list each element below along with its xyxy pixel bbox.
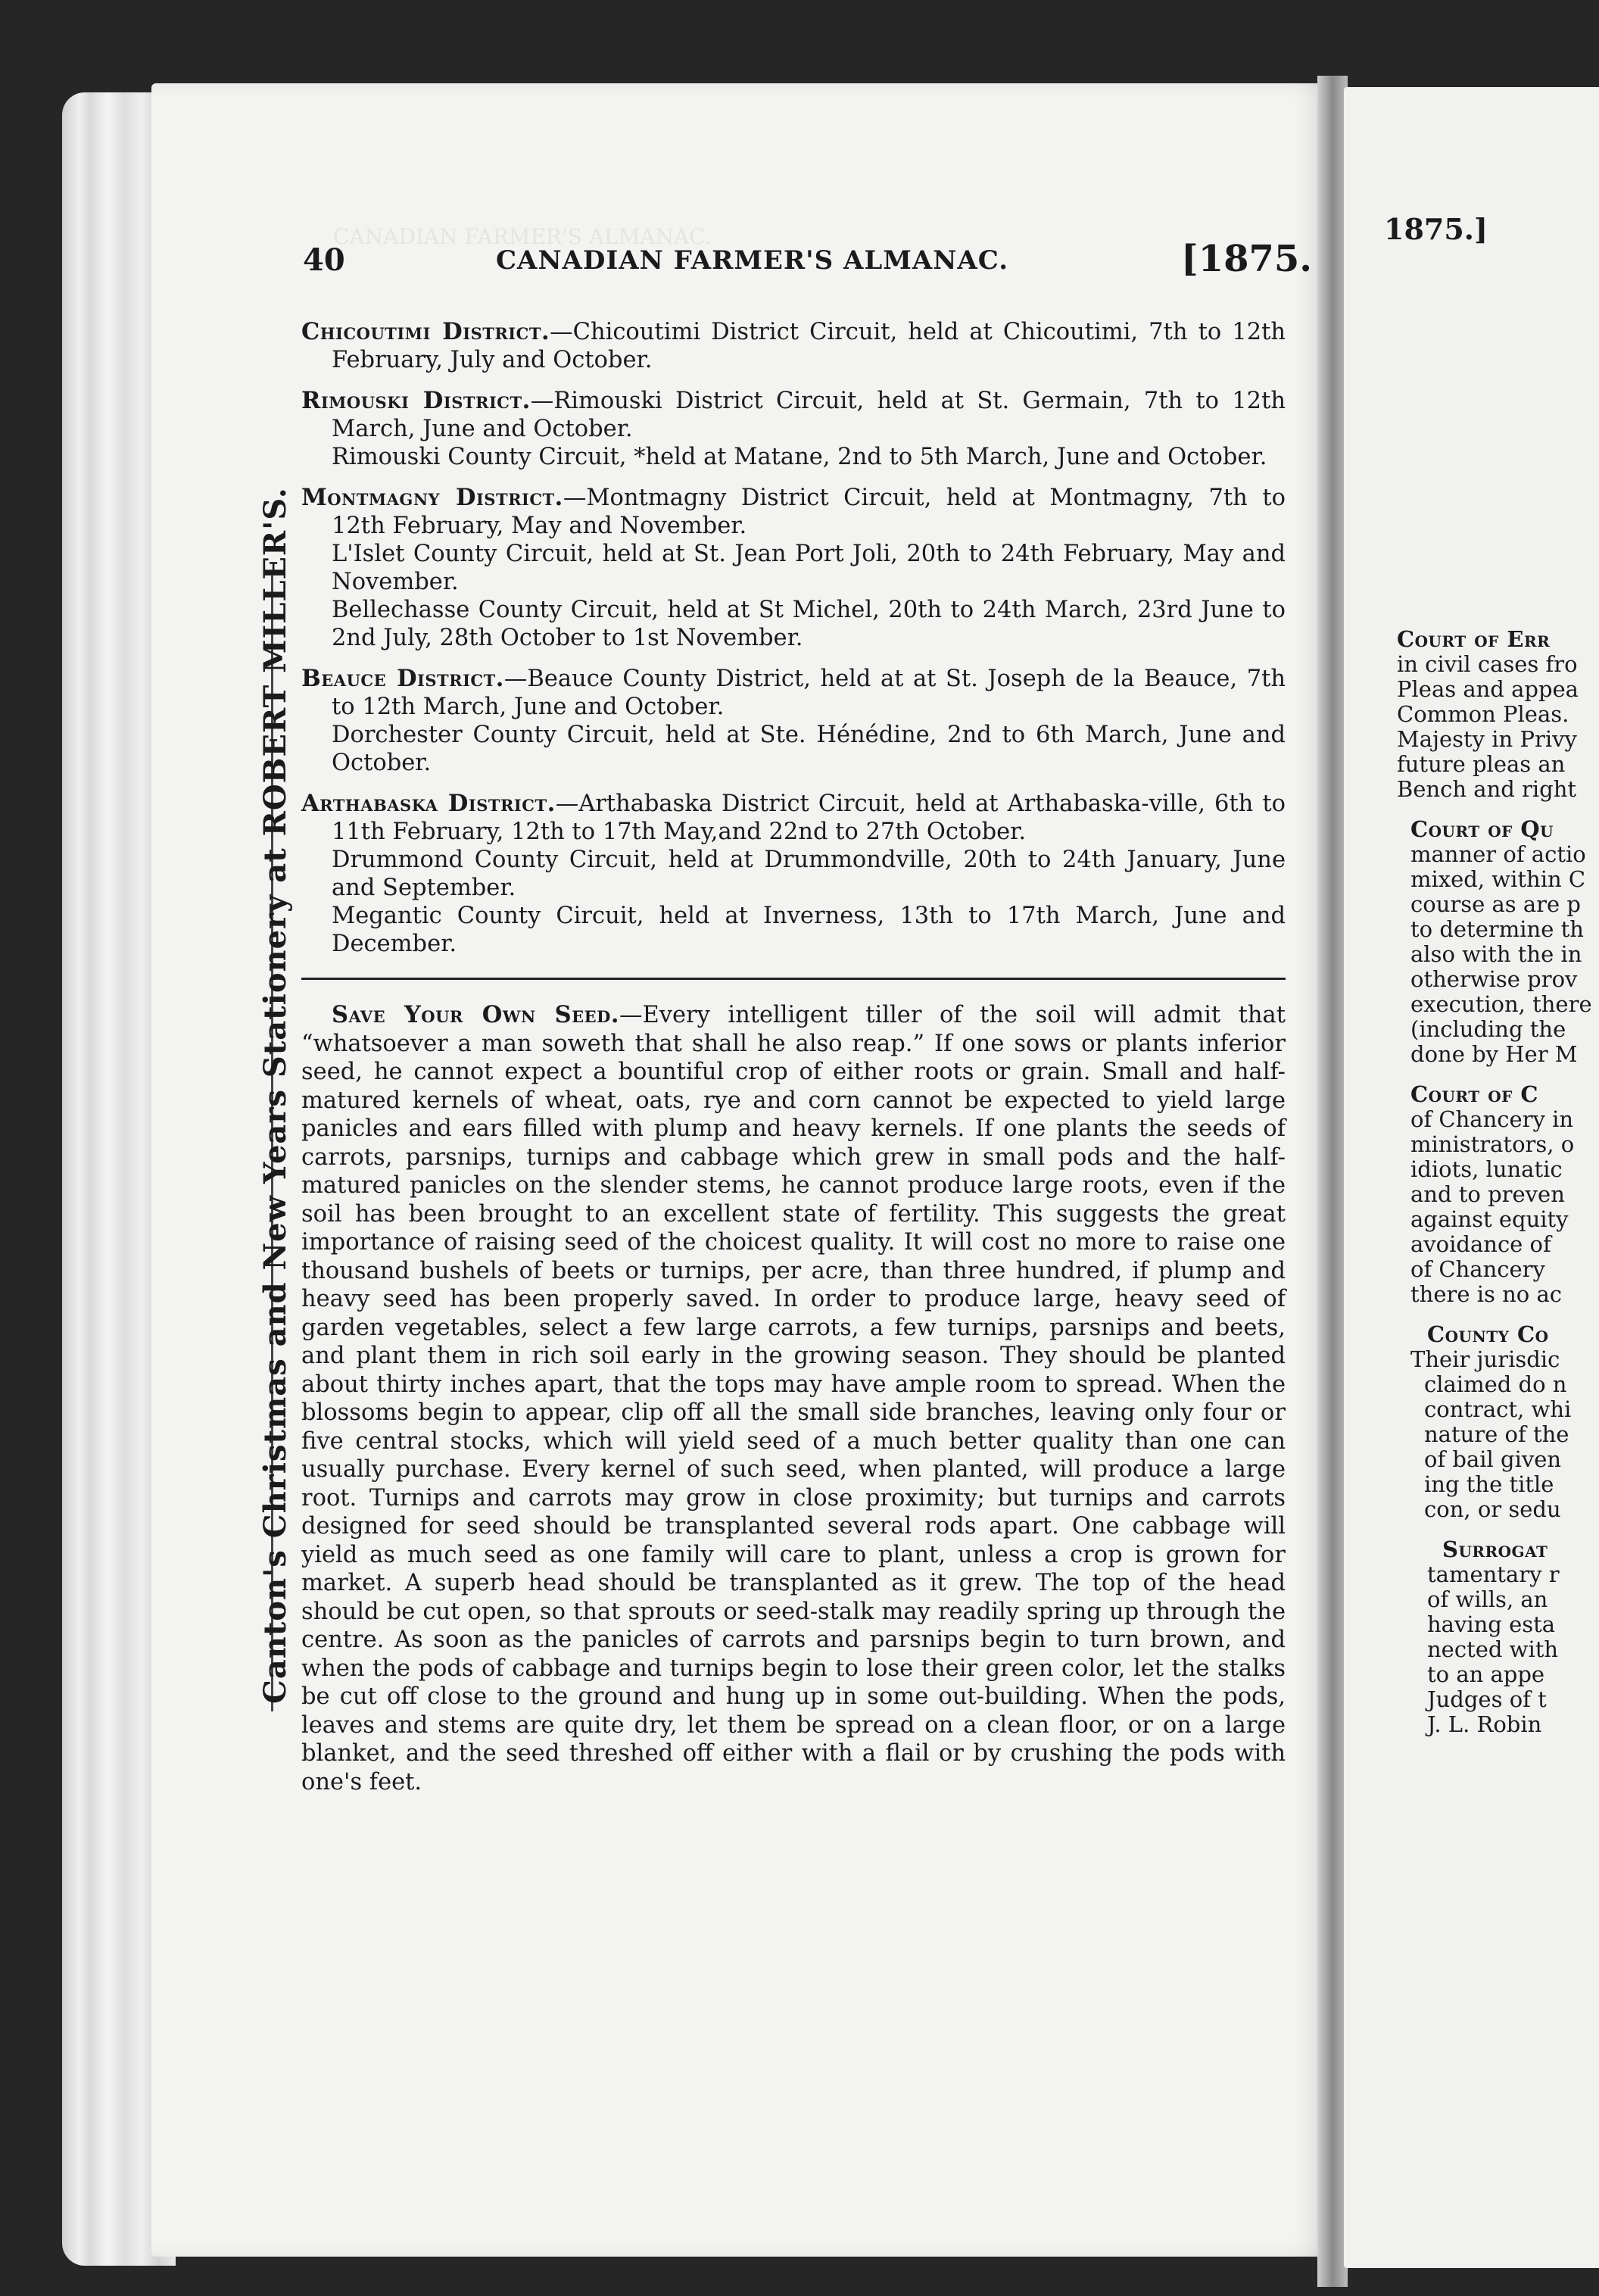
seed-article [301, 1001, 1286, 1796]
circuit-line: L'Islet County Circuit, held at St. Jean Port Joli, 20th to 24th February, May and November. [332, 541, 1286, 595]
sidebar-advertisement: Canton's Christmas and New Years Stationery at ROBERT MILLER'S. [257, 487, 293, 1704]
district-entry [301, 318, 1286, 374]
circuit-line: Rimouski County Circuit, *held at Matane, 2nd to 5th March, June and October. [332, 444, 1267, 470]
court-entry: Court of Qu manner of actio mixed, within C course as are p to determine th also with the in otherwise prov execution, there (including the done by Her M [1410, 816, 1592, 1067]
running-title: CANADIAN FARMER'S ALMANAC. [496, 245, 1009, 276]
court-entry: County Co Their jurisdic claimed do n contract, whi nature of the of bail given ing the title con, or sedu [1410, 1321, 1572, 1522]
district-heading: Chicoutimi District. [301, 318, 550, 345]
district-heading: Beauce District. [301, 665, 504, 692]
article-heading: Save Your Own Seed. [332, 1001, 619, 1028]
district-entry [301, 665, 1286, 777]
circuit-line: Megantic County Circuit, held at Inverness, 13th to 17th March, June and December. [332, 903, 1286, 957]
page-number: 40 [303, 242, 345, 278]
right-page-body [1397, 627, 1599, 1752]
bleed-through-text: CANADIAN FARMER'S ALMANAC. [333, 224, 712, 249]
circuit-line: Drummond County Circuit, held at Drummondville, 20th to 24th January, June and September. [332, 847, 1286, 901]
book-gutter [1317, 76, 1348, 2287]
right-page-year: 1875.] [1384, 212, 1488, 246]
court-entry: Court of C of Chancery in ministrators, o idiots, lunatic and to preven against equity avoidance of of Chancery there is no ac [1410, 1081, 1575, 1307]
district-text: —Rimouski District Circuit, held at St. Germain, 7th to 12th March, June and October. [332, 388, 1286, 442]
district-entry [301, 484, 1286, 652]
section-divider [301, 978, 1286, 980]
page-header [303, 238, 1313, 288]
district-heading: Arthabaska District. [301, 790, 556, 817]
district-text: —Chicoutimi District Circuit, held at Chicoutimi, 7th to 12th February, July and October. [332, 319, 1286, 373]
court-entry: Court of Err in civil cases fro Pleas and appea Common Pleas. Majesty in Privy future pleas an Bench and right [1397, 626, 1579, 802]
page-year: [1875. [1181, 238, 1313, 280]
district-paragraph [301, 387, 1286, 443]
district-paragraph [301, 790, 1286, 846]
article-text: —Every intelligent tiller of the soil will admit that “whatsoever a man soweth that shall he also reap.” If one sows or plants inferior seed, he cannot expect a bountiful crop of either roots or grain. Small and half-matured kernels of wheat, oats, rye and corn cannot be expected to yield large panicles and ears filled with plump and heavy kernels. If one plants the seeds of carrots, parsnips, turnips and cabbage which grew in small pods and the half-matured panicles on the slender stems, he cannot produce large roots, even if the soil has been brought to an excellent state of fertility. This suggests the great importance of raising seed of the choicest quality. It will cost no more to raise one thousand bushels of beets or turnips, per acre, than three hundred, if plump and heavy seed has been properly saved. In order to produce large, heavy seed of garden vegetables, select a few large carrots, a few turnips, parsnips and beets, and plant them in rich soil early in the growing season. They should be planted about thirty inches apart, that the tops may have ample room to spread. When the blossoms begin to appear, clip off all the small side branches, leaving only four or five central stocks, which will yield seed of a much better quality than one can usually purchase. Every kernel of such seed, when planted, will produce a large root. Turnips and carrots may grow in close proximity; but turnips and carrots designed for seed should be transplanted several rods apart. One cabbage will yield as much seed as one family will care to plant, unless a crop is grown for market. A superb head should be transplanted as it grew. The top of the head should be cut open, so that sprouts or seed-stalk may readily spring up through the centre. As soon as the panicles of carrots and parsnips begin to turn brown, and when the pods of cabbage and turnips begin to lose their green color, let the stalks be cut off close to the ground and hung up in some out-building. When the pods, leaves and stems are quite dry, let them be spread on a clean floor, or on a large blanket, and the seed threshed off either with a flail or by crushing the pods with one's feet. [301, 1002, 1286, 1795]
district-heading: Rimouski District. [301, 387, 531, 414]
circuit-line: Bellechasse County Circuit, held at St Michel, 20th to 24th March, 23rd June to 2nd July, 28th October to 1st November. [332, 597, 1286, 651]
district-text: —Beauce County District, held at at St. Joseph de la Beauce, 7th to 12th March, June and October. [332, 666, 1286, 720]
district-entry [301, 790, 1286, 958]
district-heading: Montmagny District. [301, 484, 563, 511]
circuit-line: Dorchester County Circuit, held at Ste. Hénédine, 2nd to 6th March, June and October. [332, 722, 1286, 776]
district-paragraph [301, 665, 1286, 721]
court-entry: Surrogat tamentary r of wills, an having esta nected with to an appe Judges of t J. L. Robin [1427, 1536, 1560, 1737]
district-paragraph [301, 484, 1286, 540]
district-paragraph [301, 318, 1286, 374]
district-text: —Montmagny District Circuit, held at Montmagny, 7th to 12th February, May and November. [332, 485, 1286, 539]
left-page-body [301, 318, 1286, 1796]
district-text: —Arthabaska District Circuit, held at Arthabaska-ville, 6th to 11th February, 12th to 17th May,and 22nd to 27th October. [332, 791, 1286, 845]
district-entry [301, 387, 1286, 471]
